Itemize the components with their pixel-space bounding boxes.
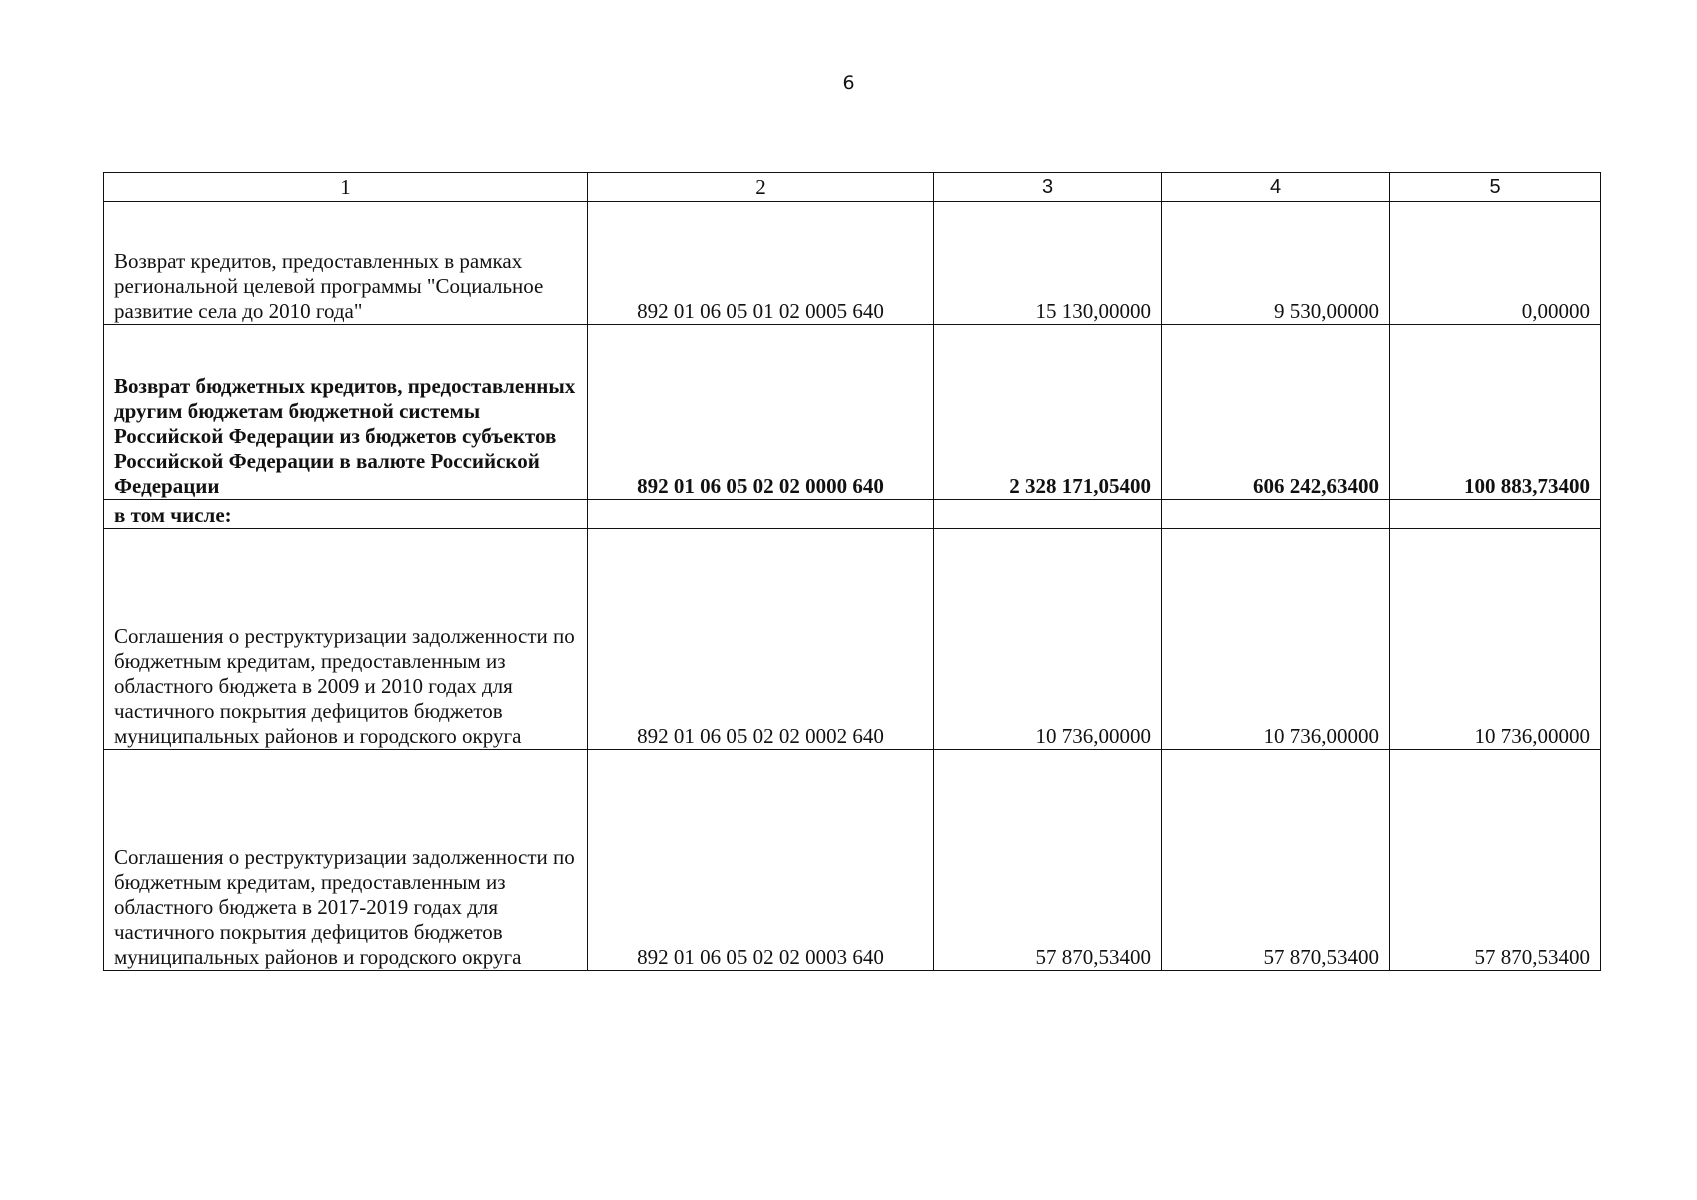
row-description: Возврат бюджетных кредитов, предоставленных другим бюджетам бюджетной системы Российской Федерации из бюджетов субъектов Российской Федерации в валюте Российской Федерации [104, 325, 588, 500]
row-value-col4 [1162, 500, 1390, 529]
row-description: Соглашения о реструктуризации задолженности по бюджетным кредитам, предоставленным из областного бюджета в 2009 и 2010 годах для частичного покрытия дефицитов бюджетов муниципальных районов и городского округа [104, 529, 588, 750]
table-row [104, 202, 1601, 325]
row-value-col5: 10 736,00000 [1390, 529, 1601, 750]
page-number: 6 [842, 72, 855, 94]
header-cell-2: 2 [588, 173, 934, 202]
row-description: в том числе: [104, 500, 588, 529]
row-value-col3: 15 130,00000 [934, 202, 1162, 325]
row-value-col5 [1390, 500, 1601, 529]
row-value-col3: 57 870,53400 [934, 750, 1162, 971]
row-description: Соглашения о реструктуризации задолженности по бюджетным кредитам, предоставленным из областного бюджета в 2017-2019 годах для частичного покрытия дефицитов бюджетов муниципальных районов и городского округа [104, 750, 588, 971]
row-value-col3 [934, 500, 1162, 529]
header-cell-3: 3 [934, 173, 1162, 202]
row-value-col4: 9 530,00000 [1162, 202, 1390, 325]
row-value-col4: 57 870,53400 [1162, 750, 1390, 971]
row-description: Возврат кредитов, предоставленных в рамках региональной целевой программы "Социальное развитие села до 2010 года" [104, 202, 588, 325]
row-code: 892 01 06 05 02 02 0002 640 [588, 529, 934, 750]
row-value-col3: 2 328 171,05400 [934, 325, 1162, 500]
table-row [104, 750, 1601, 971]
row-code: 892 01 06 05 01 02 0005 640 [588, 202, 934, 325]
header-cell-5: 5 [1390, 173, 1601, 202]
table-row [104, 325, 1601, 500]
row-code: 892 01 06 05 02 02 0000 640 [588, 325, 934, 500]
row-value-col3: 10 736,00000 [934, 529, 1162, 750]
row-value-col4: 606 242,63400 [1162, 325, 1390, 500]
header-cell-1: 1 [104, 173, 588, 202]
row-value-col5: 0,00000 [1390, 202, 1601, 325]
row-value-col4: 10 736,00000 [1162, 529, 1390, 750]
table-header-row [104, 173, 1601, 202]
row-value-col5: 100 883,73400 [1390, 325, 1601, 500]
row-code: 892 01 06 05 02 02 0003 640 [588, 750, 934, 971]
table-row [104, 500, 1601, 529]
header-cell-4: 4 [1162, 173, 1390, 202]
row-code [588, 500, 934, 529]
budget-table [103, 172, 1601, 971]
table-row [104, 529, 1601, 750]
row-value-col5: 57 870,53400 [1390, 750, 1601, 971]
